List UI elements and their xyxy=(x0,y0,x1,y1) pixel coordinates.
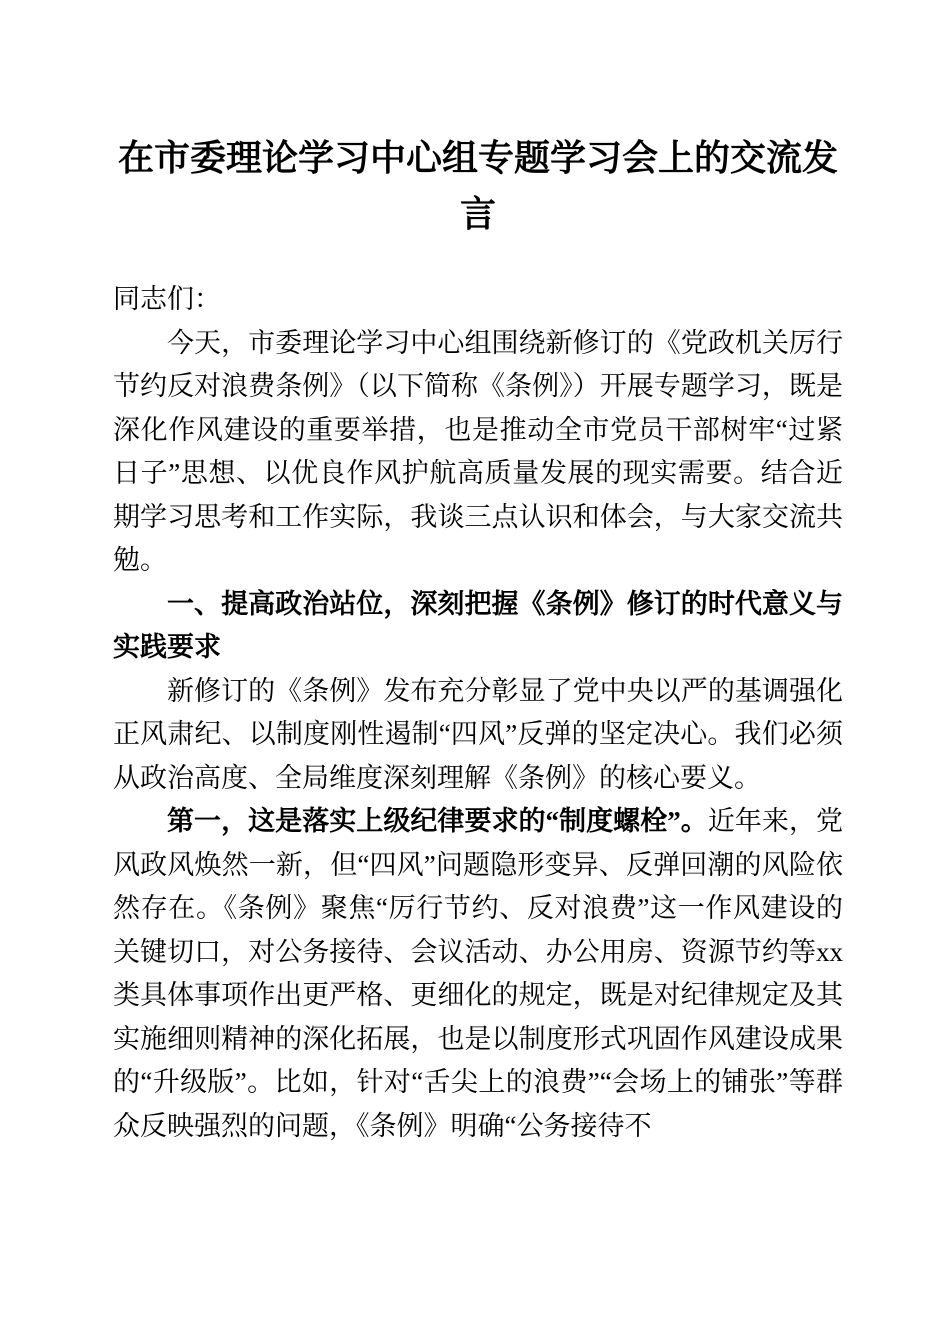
paragraphs-container xyxy=(113,322,843,1149)
paragraph-text: 近年来，党风政风焕然一新，但“四风”问题隐形变异、反弹回潮的风险依然存在。《条例》聚焦“厉行节约、反对浪费”这一作风建设的关键切口，对公务接待、会议活动、办公用房、资源节约等xx类具体事项作出更严格、更细化的规定，既是对纪律规定及其实施细则精神的深化拓展，也是以制度形式巩固作风建设成果的“升级版”。比如，针对“舌尖上的浪费”“会场上的铺张”等群众反映强烈的问题，《条例》明确“公务接待不 xyxy=(113,806,844,1141)
paragraph xyxy=(113,322,843,583)
document-content xyxy=(113,130,843,1148)
paragraph-text: 今天，市委理论学习中心组围绕新修订的《党政机关厉行节约反对浪费条例》（以下简称《条例》）开展专题学习，既是深化作风建设的重要举措，也是推动全市党员干部树牢“过紧日子”思想、以优良作风护航高质量发展的现实需要。结合近期学习思考和工作实际，我谈三点认识和体会，与大家交流共勉。 xyxy=(113,327,843,575)
paragraph-text: 新修订的《条例》发布充分彰显了党中央以严的基调强化正风肃纪、以制度刚性遏制“四风”反弹的坚定决心。我们必须从政治高度、全局维度深刻理解《条例》的核心要义。 xyxy=(113,675,843,793)
salutation: 同志们： xyxy=(113,284,221,314)
bold-lead-text: 第一，这是落实上级纪律要求的“制度螺栓”。 xyxy=(167,806,708,836)
document-title: 在市委理论学习中心组专题学习会上的交流发言 xyxy=(117,138,838,234)
paragraph xyxy=(113,800,843,1148)
bold-lead-text: 一、提高政治站位，深刻把握《条例》修订的时代意义与实践要求 xyxy=(113,588,843,662)
paragraph xyxy=(113,670,843,801)
section-heading xyxy=(113,583,843,670)
